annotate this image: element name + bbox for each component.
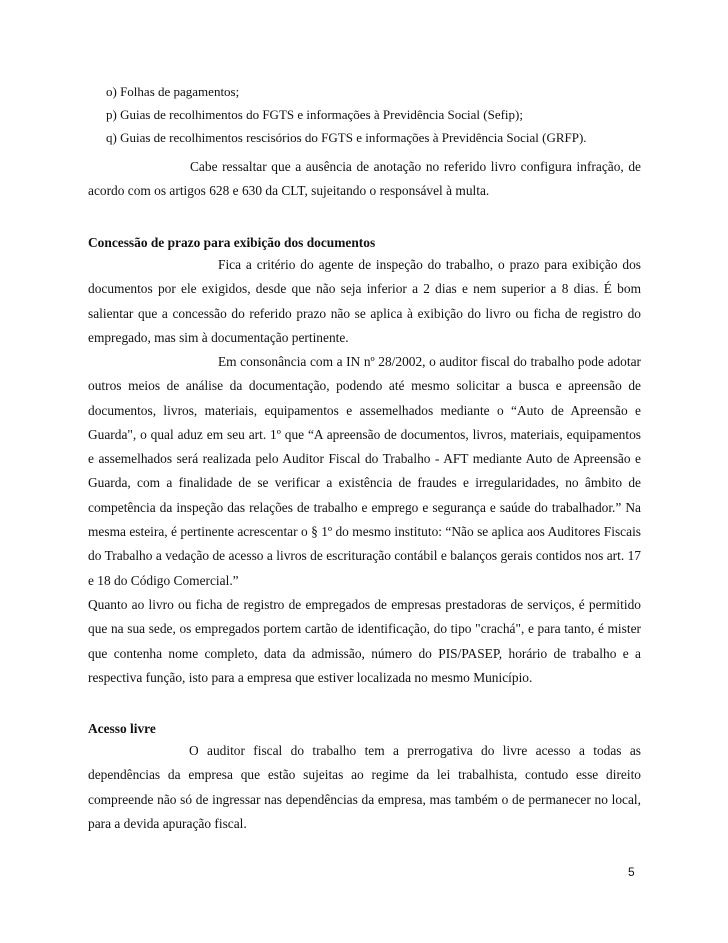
list-item: q) Guias de recolhimentos rescisórios do FGTS e informações à Previdência Social (GRFP). [106,130,587,145]
paragraph-prazo [88,253,641,350]
section-heading-prazo: Concessão de prazo para exibição dos documentos [88,235,376,250]
section-heading-acesso: Acesso livre [88,721,156,736]
paragraph-text: Fica a critério do agente de inspeção do trabalho, o prazo para exibição dos documentos por ele exigidos, desde que não seja inferior a 2 dias e nem superior a 8 dias. É bom salientar que a concessão do referido prazo não se aplica à exibição do livro ou ficha de registro do empregado, mas sim à documentação pertinente. [88,257,641,345]
paragraph-text: Cabe ressaltar que a ausência de anotação no referido livro configura infração, de acordo com os artigos 628 e 630 da CLT, sujeitando o responsável à multa. [88,159,641,199]
paragraph-infracao [88,155,641,204]
page-number: 5 [628,865,635,879]
paragraph-acesso [88,739,641,836]
paragraph-registro [88,593,641,690]
paragraph-text: Em consonância com a IN nº 28/2002, o auditor fiscal do trabalho pode adotar outros meios de análise da documentação, podendo até mesmo solicitar a busca e apreensão de documentos, livros, materiais, equipamentos e assemelhados mediante o “Auto de Apreensão e Guarda", o qual aduz em seu art. 1º que “A apreensão de documentos, livros, materiais, equipamentos e assemelhados será realizada pelo Auditor Fiscal do Trabalho - AFT mediante Auto de Apreensão e Guarda, com a finalidade de se verificar a existência de fraudes e irregularidades, no âmbito de competência da inspeção das relações de trabalho e emprego e segurança e saúde do trabalhador.” Na mesma esteira, é pertinente acrescentar o § 1º do mesmo instituto: “Não se aplica aos Auditores Fiscais do Trabalho a vedação de acesso a livros de escrituração contábil e balanços gerais contidos nos art. 17 e 18 do Código Comercial.” [88,354,641,588]
list-item: p) Guias de recolhimentos do FGTS e informações à Previdência Social (Sefip); [106,107,523,122]
list-item: o) Folhas de pagamentos; [106,84,240,99]
paragraph-text: O auditor fiscal do trabalho tem a prerrogativa do livre acesso a todas as dependências da empresa que estão sujeitas ao regime da lei trabalhista, contudo esse direito compreende não só de ingressar nas dependências da empresa, mas também o de permanecer no local, para a devida apuração fiscal. [88,743,641,831]
paragraph-text: Quanto ao livro ou ficha de registro de empregados de empresas prestadoras de serviços, é permitido que na sua sede, os empregados portem cartão de identificação, do tipo "crachá", e para tanto, é mister que contenha nome completo, data da admissão, número do PIS/PASEP, horário de trabalho e a respectiva função, isto para a empresa que estiver localizada no mesmo Município. [88,597,641,685]
paragraph-consonancia [88,350,641,593]
